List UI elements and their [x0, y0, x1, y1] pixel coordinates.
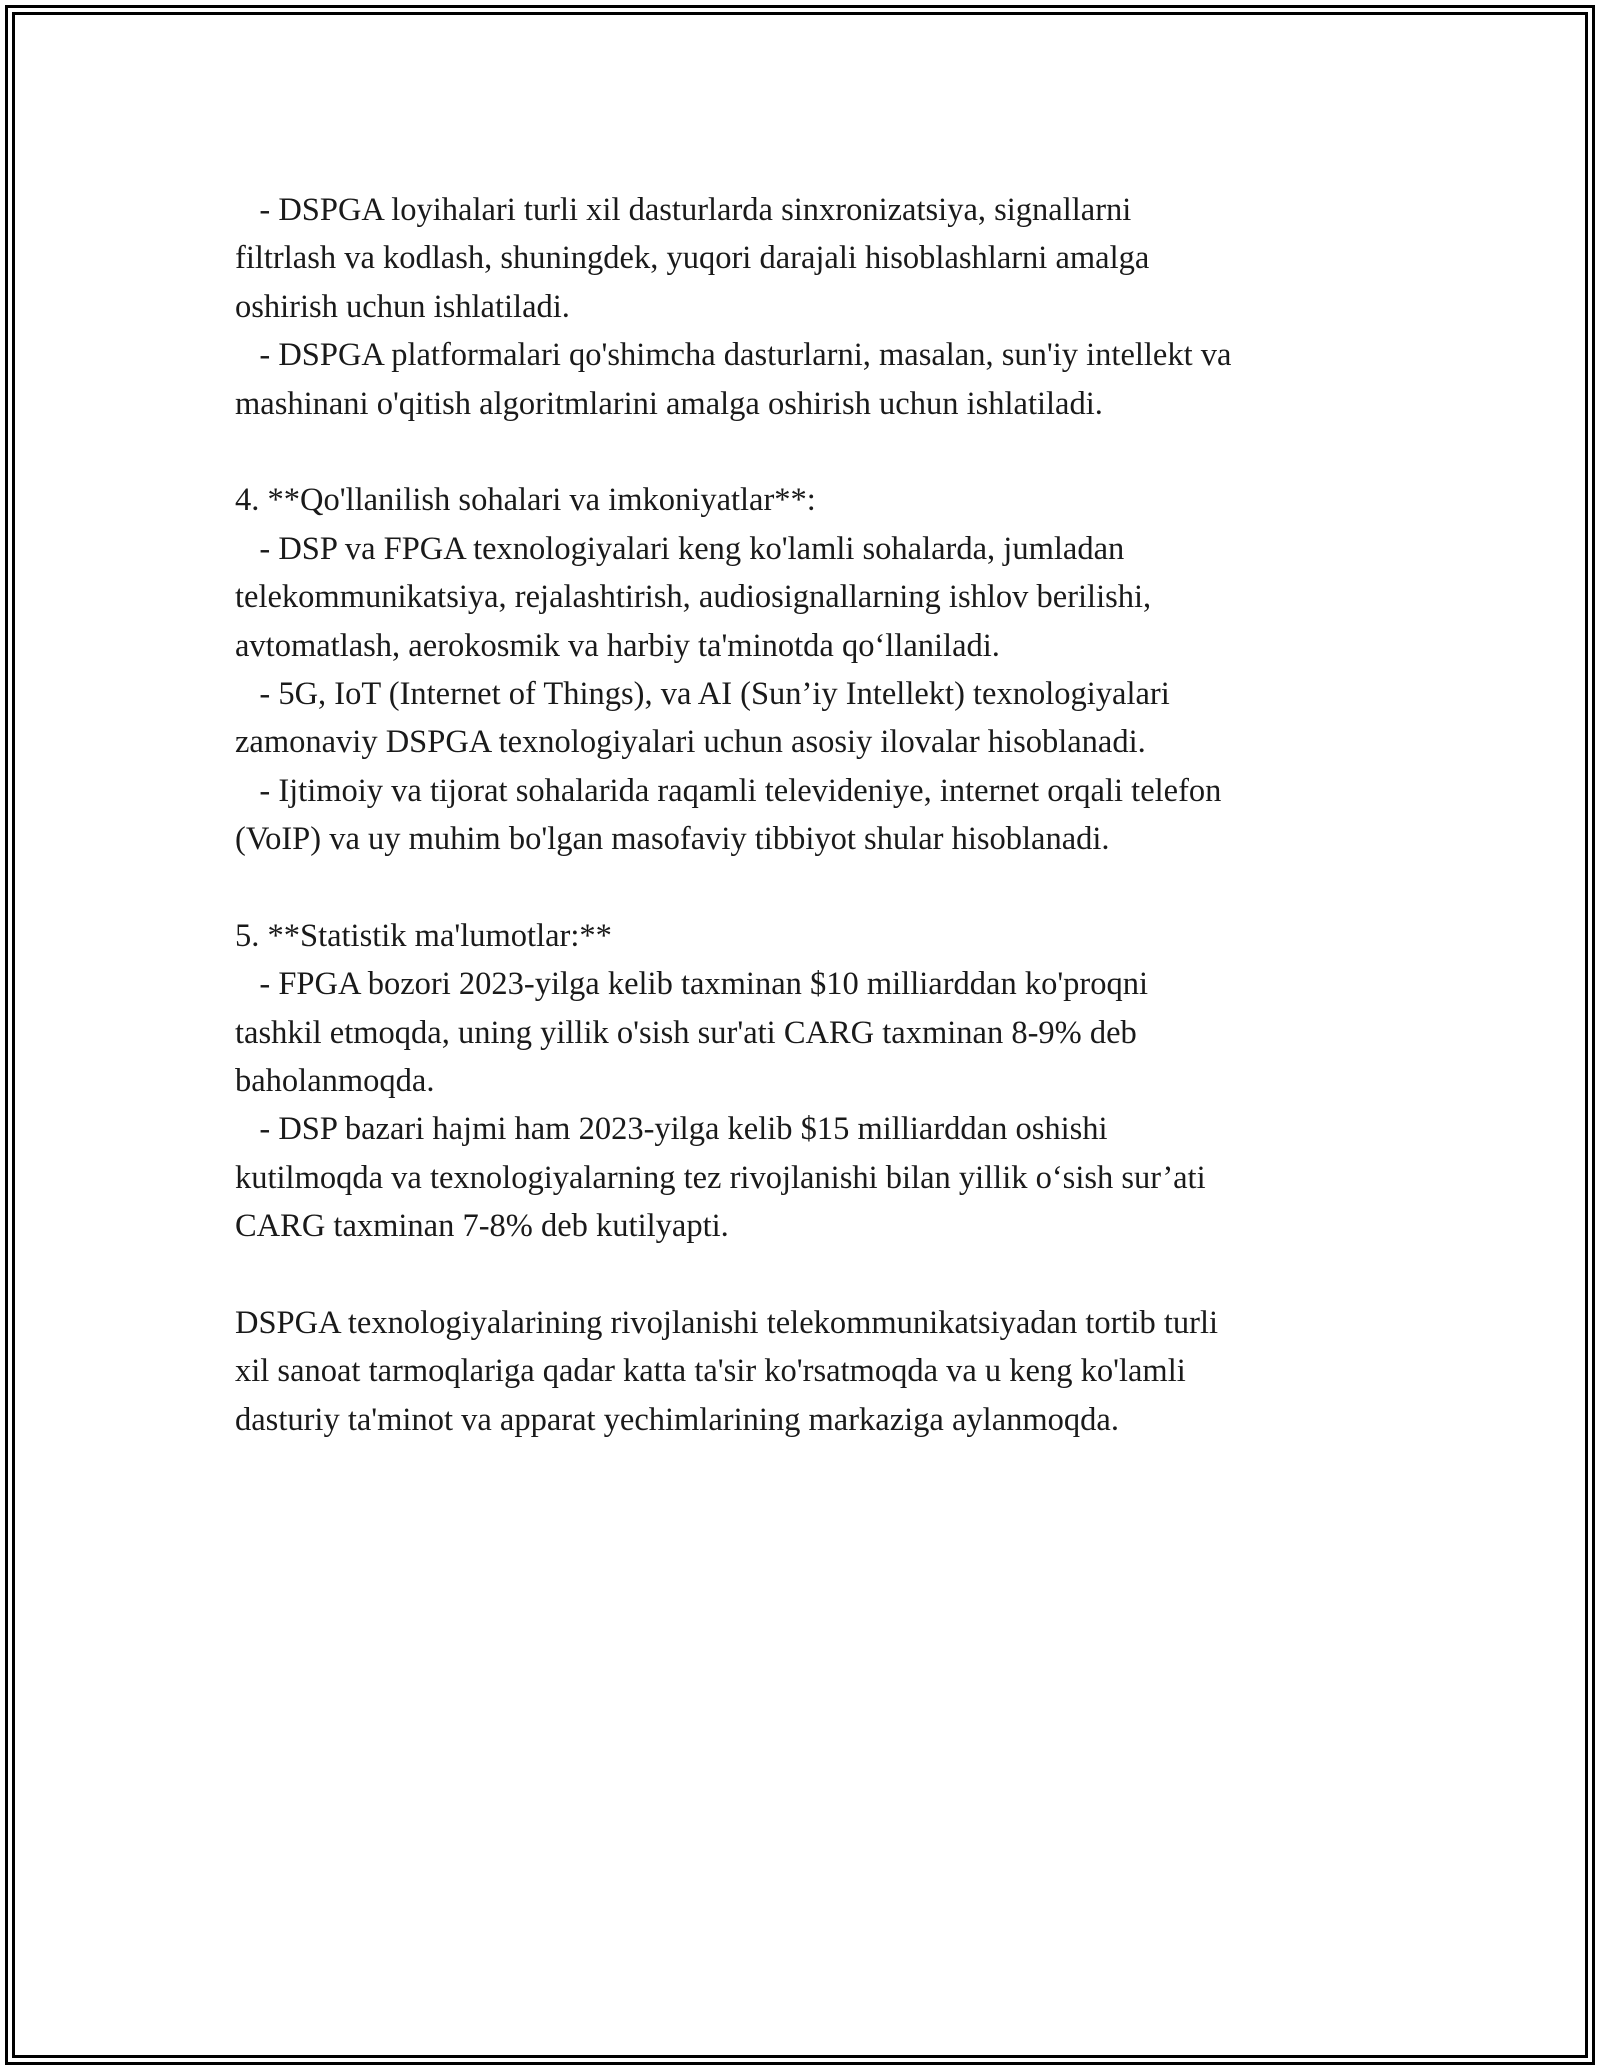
conclusion-line: dasturiy ta'minot va apparat yechimlarining markaziga aylanmoqda. [235, 1401, 1119, 1438]
text-line: baholanmoqda. [235, 1063, 435, 1100]
section-heading: 5. **Statistik ma'lumotlar:** [235, 917, 612, 954]
text-line: tashkil etmoqda, uning yillik o'sish sur'ati CARG taxminan 8-9% deb [235, 1014, 1137, 1051]
conclusion-line: DSPGA texnologiyalarining rivojlanishi telekommunikatsiyadan tortib turli [235, 1304, 1219, 1341]
text-line: telekommunikatsiya, rejalashtirish, audiosignallarning ishlov berilishi, [235, 579, 1152, 616]
text-line: - DSP bazari hajmi ham 2023-yilga kelib $15 milliarddan oshishi [235, 1111, 1108, 1148]
document-body [235, 186, 1385, 1444]
text-line: oshirish uchun ishlatiladi. [235, 288, 570, 325]
text-line: - DSPGA loyihalari turli xil dasturlarda sinxronizatsiya, signallarni [235, 192, 1132, 228]
blank-line [235, 863, 1385, 911]
text-line: - 5G, IoT (Internet of Things), va AI (Sun’iy Intellekt) texnologiyalari [235, 675, 1170, 712]
text-line: mashinani o'qitish algoritmlarini amalga oshirish uchun ishlatiladi. [235, 385, 1103, 422]
text-line: (VoIP) va uy muhim bo'lgan masofaviy tibbiyot shular hisoblanadi. [235, 821, 1110, 858]
section-heading: 4. **Qo'llanilish sohalari va imkoniyatlar**: [235, 482, 816, 519]
text-line: - FPGA bozori 2023-yilga kelib taxminan $10 milliarddan ko'proqni [235, 966, 1149, 1003]
text-line: - Ijtimoiy va tijorat sohalarida raqamli televideniye, internet orqali telefon [235, 772, 1222, 809]
text-line: zamonaviy DSPGA texnologiyalari uchun asosiy ilovalar hisoblanadi. [235, 724, 1146, 761]
blank-line [235, 1251, 1385, 1299]
blank-line [235, 428, 1385, 476]
text-line: CARG taxminan 7-8% deb kutilyapti. [235, 1208, 729, 1245]
text-line: - DSPGA platformalari qo'shimcha dasturlarni, masalan, sun'iy intellekt va [235, 337, 1232, 374]
text-line: filtrlash va kodlash, shuningdek, yuqori darajali hisoblashlarni amalga [235, 240, 1150, 277]
text-line: avtomatlash, aerokosmik va harbiy ta'minotda qo‘llaniladi. [235, 627, 1000, 664]
text-line: kutilmoqda va texnologiyalarning tez rivojlanishi bilan yillik o‘sish sur’ati [235, 1159, 1206, 1196]
text-line: - DSP va FPGA texnologiyalari keng ko'lamli sohalarda, jumladan [235, 530, 1125, 567]
conclusion-line: xil sanoat tarmoqlariga qadar katta ta'sir ko'rsatmoqda va u keng ko'lamli [235, 1353, 1186, 1390]
